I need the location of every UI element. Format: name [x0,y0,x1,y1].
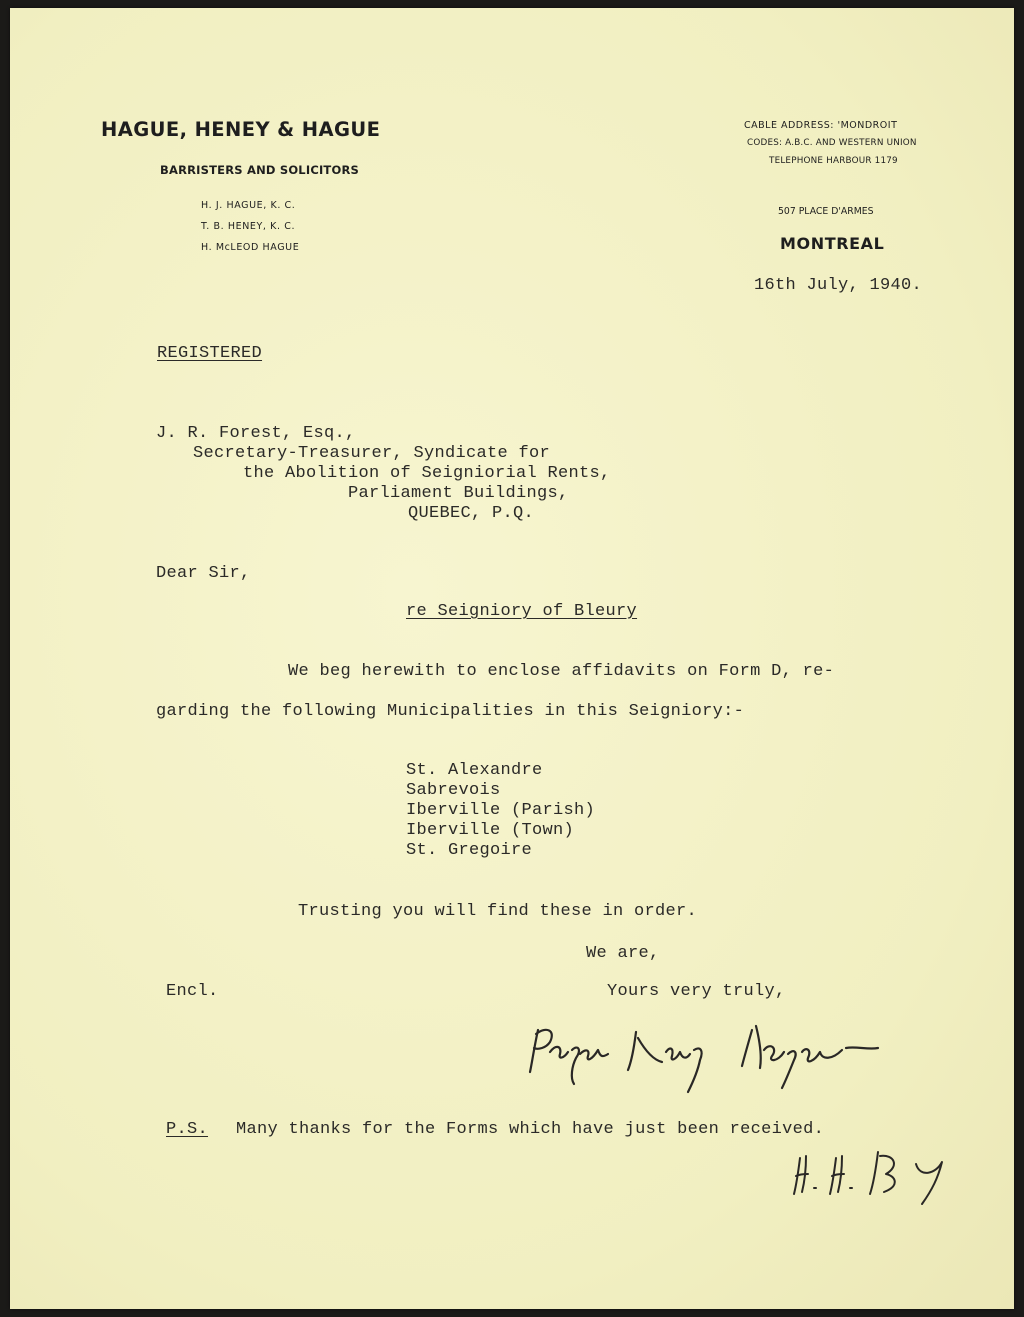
firm-signature [516,1008,886,1098]
municipality-item: Iberville (Parish) [406,801,596,820]
body-line-2: garding the following Municipalities in this Seigniory:- [156,702,745,721]
firm-profession: BARRISTERS AND SOLICITORS [160,163,359,177]
city: MONTREAL [780,234,885,253]
municipality-item: Sabrevois [406,781,501,800]
municipality-item: St. Gregoire [406,841,533,860]
firm-name: HAGUE, HENEY & HAGUE [101,118,381,141]
recipient-line-1: J. R. Forest, Esq., [156,424,356,443]
recipient-line-3: the Abolition of Seigniorial Rents, [243,464,611,483]
partner-3: H. McLEOD HAGUE [201,242,300,253]
registered-mark: REGISTERED [157,344,263,363]
recipient-line-2: Secretary-Treasurer, Syndicate for [193,444,551,463]
we-are: We are, [586,944,660,963]
telephone: TELEPHONE HARBOUR 1179 [769,156,898,166]
cable-address: CABLE ADDRESS: 'MONDROIT [744,120,898,131]
municipality-item: Iberville (Town) [406,821,575,840]
street-address: 507 PLACE D'ARMES [778,206,874,217]
letter-date: 16th July, 1940. [754,276,923,295]
ps-label: P.S. [166,1120,209,1139]
recipient-line-4: Parliament Buildings, [348,484,569,503]
enclosure-mark: Encl. [166,982,219,1001]
salutation: Dear Sir, [156,564,251,583]
valediction: Yours very truly, [607,982,786,1001]
recipient-line-5: QUEBEC, P.Q. [408,504,535,523]
closing-line: Trusting you will find these in order. [298,902,698,921]
initials-signature [786,1138,956,1208]
partner-2: T. B. HENEY, K. C. [201,221,296,232]
municipality-item: St. Alexandre [406,761,543,780]
subject-line: re Seigniory of Bleury [406,602,638,621]
cable-codes: CODES: A.B.C. AND WESTERN UNION [747,138,917,148]
ps-text: Many thanks for the Forms which have just been received. [236,1120,825,1139]
body-line-1: We beg herewith to enclose affidavits on Form D, re- [288,662,835,681]
letter-sheet [10,8,1014,1309]
partner-1: H. J. HAGUE, K. C. [201,200,296,211]
